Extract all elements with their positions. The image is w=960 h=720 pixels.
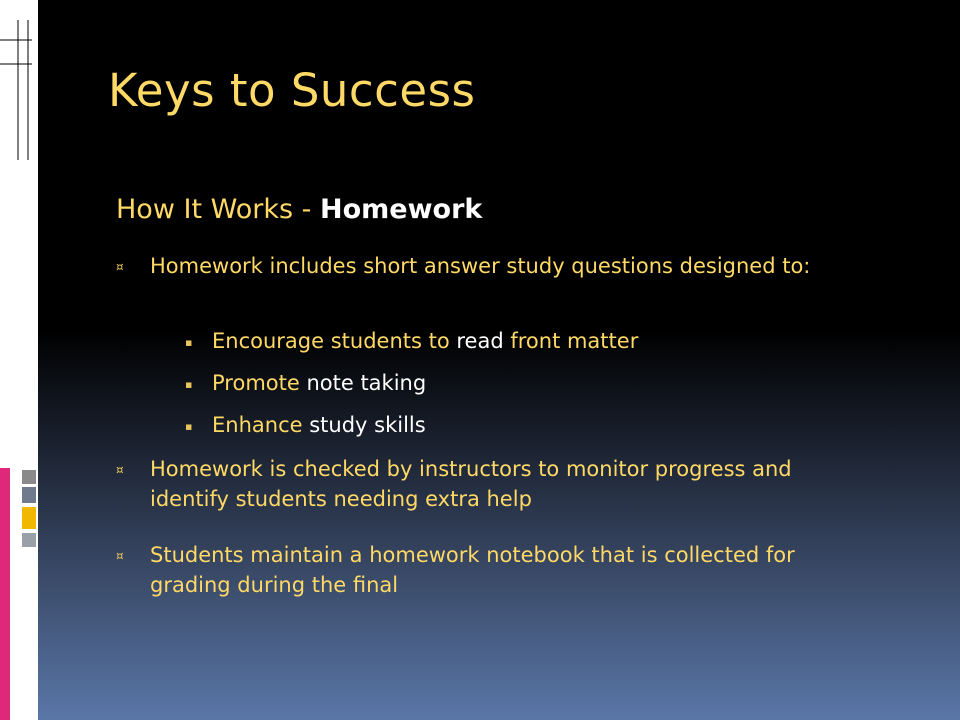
sub-item-2: Promote note taking — [212, 371, 427, 395]
bullet-icon: ¤ — [116, 463, 124, 477]
decor-block-2 — [22, 487, 36, 503]
bullet-icon: ¤ — [116, 260, 124, 274]
corner-decoration — [0, 0, 40, 170]
list-item-1: Homework includes short answer study questions designed to: — [150, 254, 811, 278]
decor-block-1 — [22, 470, 36, 484]
sub-item-1: Encourage students to read front matter — [212, 329, 639, 353]
bullet-icon: ¤ — [116, 549, 124, 563]
list-item-3: Students maintain a homework notebook that is collected for grading during the final — [150, 543, 795, 597]
sub-item-3: Enhance study skills — [212, 413, 426, 437]
sub-bullet-icon: ▪ — [185, 336, 193, 349]
sub-bullet-icon: ▪ — [185, 420, 193, 433]
subtitle-main: How It Works — [116, 194, 294, 225]
pink-accent-strip — [0, 468, 10, 720]
slide-title: Keys to Success — [108, 64, 476, 117]
subtitle-strong: Homework — [319, 194, 483, 225]
list-item-2: Homework is checked by instructors to monitor progress and identify students needing extra help — [150, 457, 792, 511]
decor-block-gold — [22, 507, 36, 529]
subtitle-sep: - — [293, 194, 320, 225]
decor-block-3 — [22, 533, 36, 547]
sub-bullet-icon: ▪ — [185, 378, 193, 391]
slide-subtitle — [116, 194, 482, 225]
